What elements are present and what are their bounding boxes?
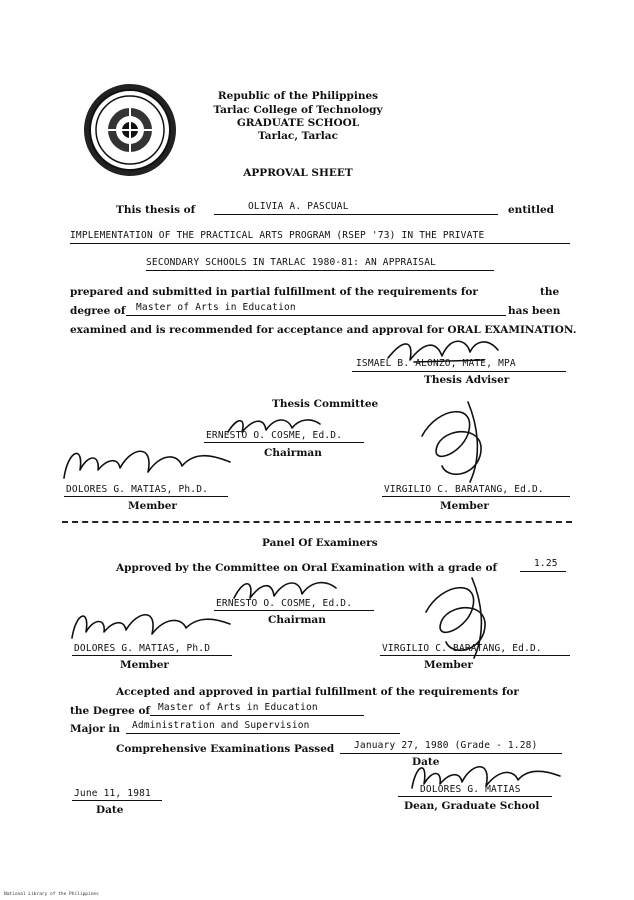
acceptance-major: Administration and Supervision (132, 720, 310, 731)
acceptance-comp-label: Comprehensive Examinations Passed (116, 743, 335, 755)
dean-name: DOLORES G. MATIAS (420, 784, 521, 795)
committee-member1-signature (58, 440, 238, 485)
thesis-body-1: prepared and submitted in partial fulfillment of the requirements for (70, 286, 478, 298)
thesis-body-1b: the (540, 286, 560, 298)
panel-chair-role: Chairman (268, 614, 326, 626)
acceptance-comp-value: January 27, 1980 (Grade - 1.28) (354, 740, 538, 751)
header-graduate-school: GRADUATE SCHOOL (236, 117, 360, 129)
panel-member2-role: Member (424, 659, 473, 671)
panel-chair-name: ERNESTO O. COSME, Ed.D. (216, 598, 353, 609)
thesis-title-line1: IMPLEMENTATION OF THE PRACTICAL ARTS PROGRAM (RSEP '73) IN THE PRIVATE (70, 230, 485, 241)
panel-member1-role: Member (120, 659, 169, 671)
panel-approved-text: Approved by the Committee on Oral Examination with a grade of (116, 562, 498, 574)
acceptance-degree-label: the Degree of (70, 705, 151, 717)
committee-member2-name: VIRGILIO C. BARATANG, Ed.D. (384, 484, 544, 495)
thesis-body-2a: degree of (70, 305, 126, 317)
dean-role: Dean, Graduate School (404, 800, 540, 812)
header-college: Tarlac College of Technology (213, 104, 383, 116)
committee-member1-name: DOLORES G. MATIAS, Ph.D. (66, 484, 209, 495)
committee-member2-role: Member (440, 500, 489, 512)
thesis-title-line2: SECONDARY SCHOOLS IN TARLAC 1980-81: AN APPRAISAL (146, 257, 437, 268)
college-seal (80, 80, 180, 180)
acceptance-major-label: Major in (70, 723, 121, 735)
thesis-body-3: examined and is recommended for acceptance and approval for ORAL EXAMINATION. (70, 324, 577, 336)
panel-grade: 1.25 (534, 558, 558, 569)
acceptance-line1: Accepted and approved in partial fulfillment of the requirements for (116, 686, 519, 698)
page-title: APPROVAL SHEET (243, 167, 353, 179)
thesis-body-2b: has been (508, 305, 561, 317)
thesis-degree: Master of Arts in Education (136, 302, 296, 313)
committee-chair-role: Chairman (264, 447, 322, 459)
thesis-author: OLIVIA A. PASCUAL (248, 201, 349, 212)
committee-member1-role: Member (128, 500, 177, 512)
committee-heading: Thesis Committee (272, 398, 379, 410)
panel-heading: Panel Of Examiners (262, 537, 378, 549)
committee-member2-signature (408, 396, 498, 486)
acceptance-date-label: Date (96, 804, 124, 816)
header-republic: Republic of the Philippines (217, 90, 379, 102)
acceptance-comp-date-label: Date (412, 756, 440, 768)
thesis-entitled: entitled (508, 204, 555, 216)
acceptance-date-value: June 11, 1981 (74, 788, 151, 799)
adviser-role: Thesis Adviser (424, 374, 510, 386)
panel-member1-name: DOLORES G. MATIAS, Ph.D (74, 643, 211, 654)
panel-member2-name: VIRGILIO C. BARATANG, Ed.D. (382, 643, 542, 654)
acceptance-degree: Master of Arts in Education (158, 702, 318, 713)
footer-note: National Library of the Philippines (4, 892, 99, 897)
thesis-intro: This thesis of (116, 204, 196, 216)
header-location: Tarlac, Tarlac (258, 130, 338, 142)
committee-chair-name: ERNESTO O. COSME, Ed.D. (206, 430, 343, 441)
section-divider (62, 521, 572, 523)
panel-member1-signature (66, 604, 236, 646)
adviser-name: ISMAEL B. ALONZO, MATE, MPA (356, 358, 516, 369)
